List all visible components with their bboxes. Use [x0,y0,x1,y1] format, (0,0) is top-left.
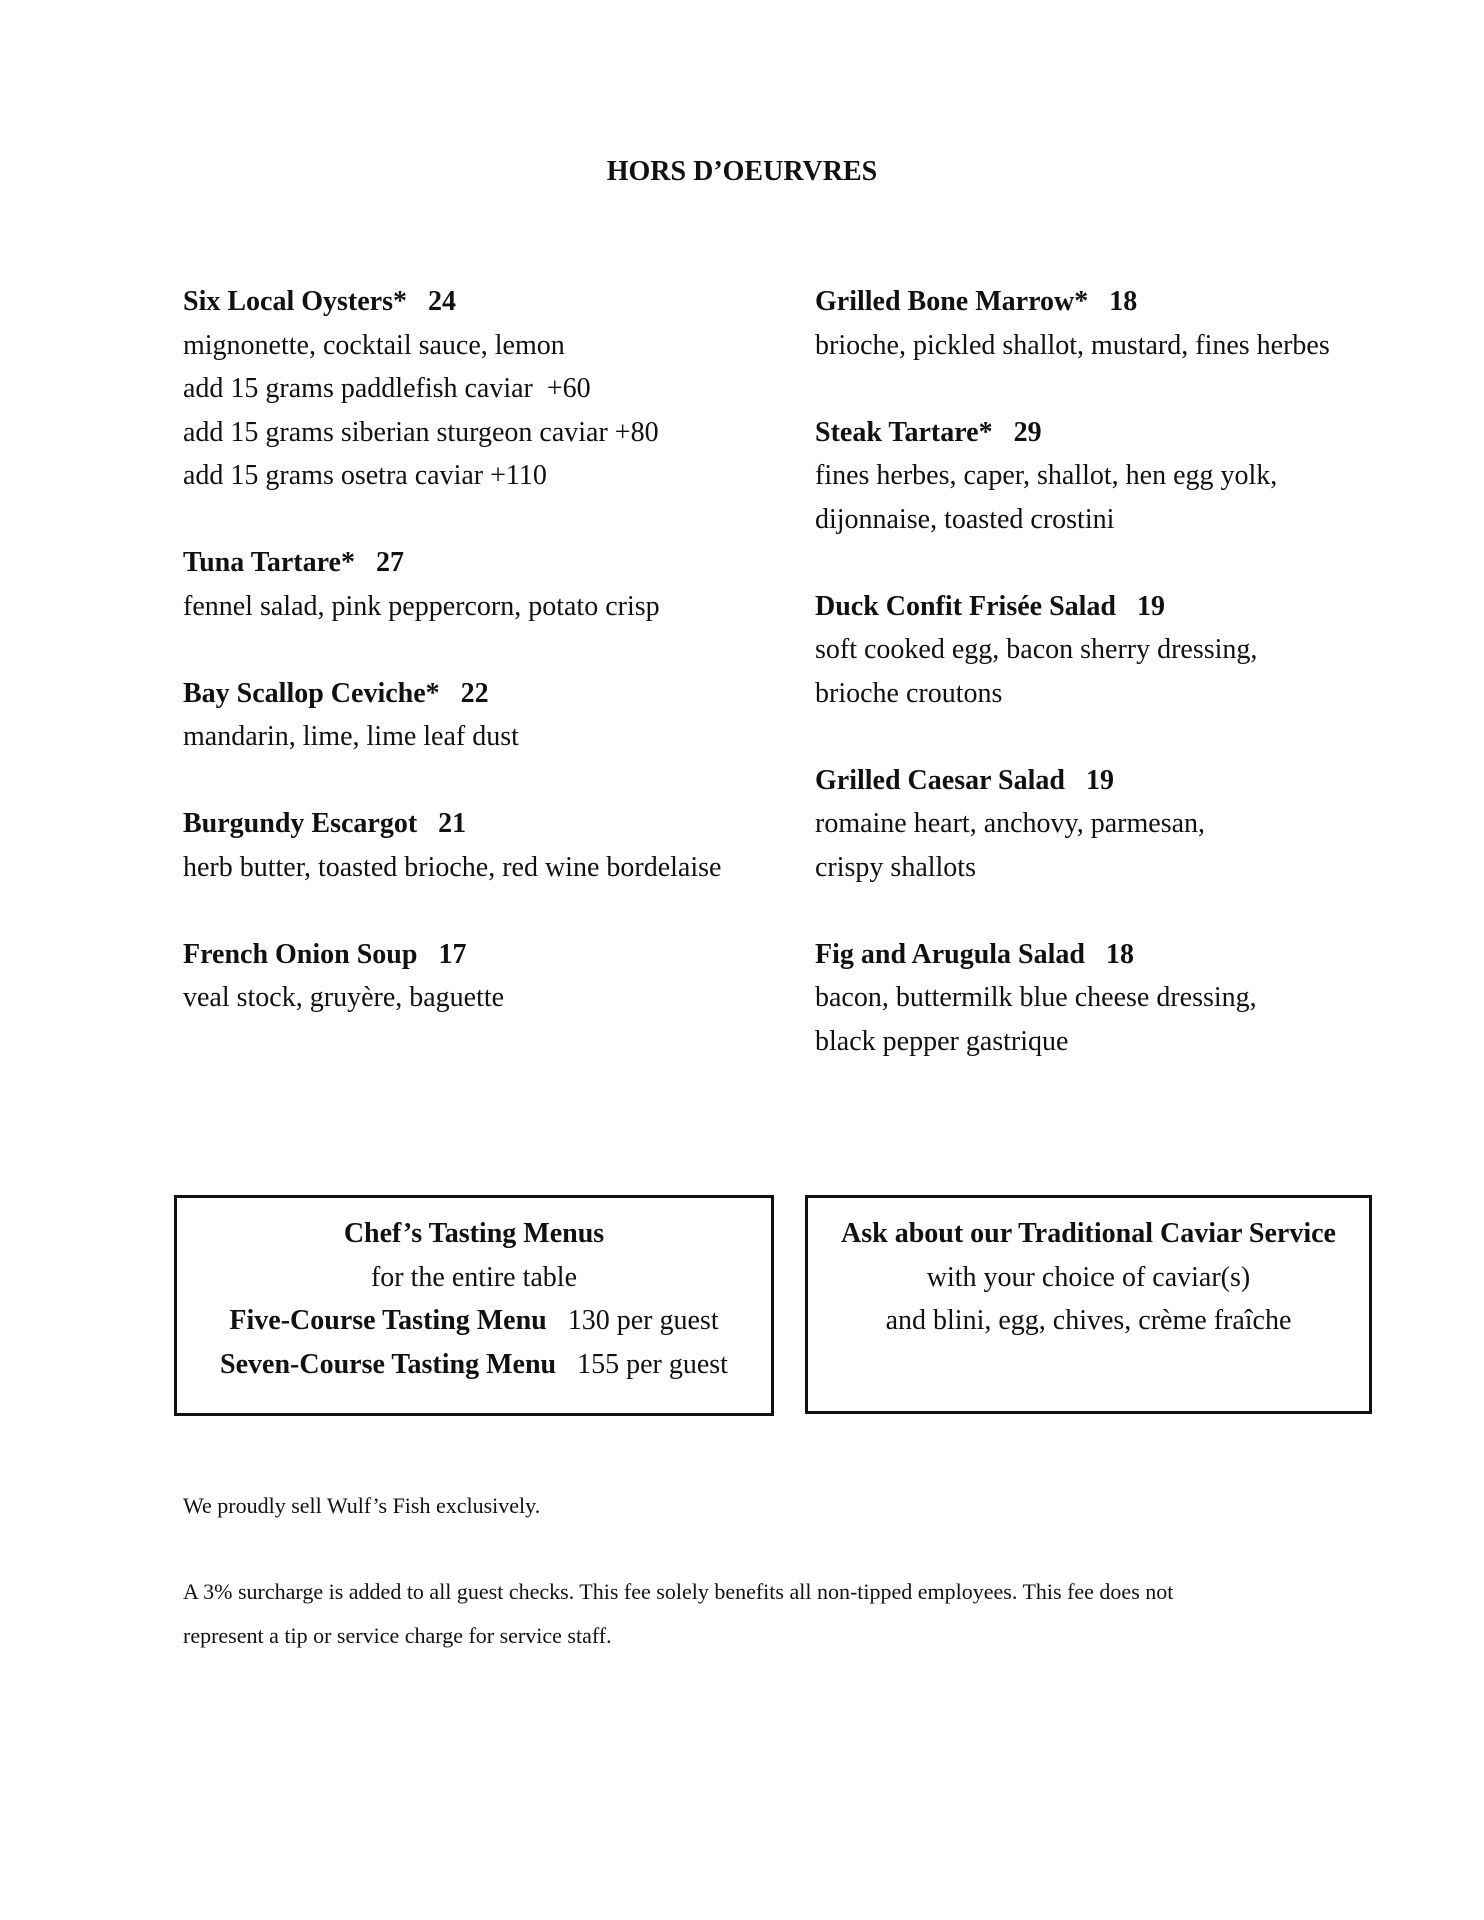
tasting-menu-option [177,1343,771,1387]
item-addon: add 15 grams osetra caviar +110 [183,460,547,491]
tasting-menu-option [177,1299,771,1343]
item-name: French Onion Soup [183,938,418,970]
surcharge-note-line: A 3% surcharge is added to all guest checks. This fee solely benefits all non-tipped employees. This fee does not [183,1579,1174,1604]
item-name: Six Local Oysters* [183,286,407,317]
tasting-menu-name: Seven-Course Tasting Menu [220,1348,557,1380]
menu-item [815,759,1435,890]
caviar-service-box [805,1195,1372,1414]
item-price: 22 [460,677,489,709]
item-price: 18 [1109,286,1138,317]
item-description: dijonnaise, toasted crostini [815,503,1115,535]
item-name: Grilled Bone Marrow* [815,286,1089,317]
item-name: Steak Tartare* [815,416,993,448]
item-addon: add 15 grams siberian sturgeon caviar +80 [183,416,659,448]
menu-item [815,933,1435,1064]
item-price: 27 [375,547,404,578]
item-description: romaine heart, anchovy, parmesan, [815,808,1206,839]
item-description: crispy shallots [815,851,976,883]
item-description: fennel salad, pink peppercorn, potato crisp [183,590,660,622]
item-price: 18 [1105,938,1134,970]
item-name: Fig and Arugula Salad [815,938,1085,970]
fish-supplier-note: We proudly sell Wulf’s Fish exclusively. [183,1493,541,1518]
item-price: 29 [1013,416,1042,448]
caviar-service-heading: Ask about our Traditional Caviar Service [841,1218,1336,1249]
surcharge-note-line: represent a tip or service charge for service staff. [183,1622,612,1648]
surcharge-note [183,1570,1343,1657]
caviar-service-line: and blini, egg, chives, crème fraîche [885,1305,1292,1336]
item-name: Duck Confit Frisée Salad [815,590,1116,622]
menu-item [815,411,1435,542]
menu-item [815,585,1435,716]
menu-item [183,933,783,1020]
menu-item [183,802,783,889]
item-description: mandarin, lime, lime leaf dust [183,721,519,752]
tasting-menu-heading: Chef’s Tasting Menus [343,1218,605,1249]
tasting-menu-price: 155 per guest [577,1348,728,1380]
item-description: mignonette, cocktail sauce, lemon [183,329,565,361]
item-name: Tuna Tartare* [183,547,355,578]
menu-column-right [815,280,1435,1107]
item-price: 24 [428,286,456,317]
page-title: HORS D’OEURVRES [606,156,878,187]
item-description: bacon, buttermilk blue cheese dressing, [815,982,1257,1013]
menu-item [183,672,783,759]
item-price: 19 [1085,764,1114,796]
item-price: 17 [438,938,467,970]
tasting-menu-name: Five-Course Tasting Menu [229,1305,547,1336]
item-description: soft cooked egg, bacon sherry dressing, [815,634,1258,665]
menu-item [183,541,783,628]
item-description: fines herbes, caper, shallot, hen egg yolk, [815,460,1278,491]
item-description: black pepper gastrique [815,1025,1069,1057]
item-description: herb butter, toasted brioche, red wine bordelaise [183,851,722,883]
item-name: Grilled Caesar Salad [815,764,1065,796]
item-name: Bay Scallop Ceviche* [183,677,440,709]
tasting-menu-subheading: for the entire table [370,1261,577,1293]
item-description: veal stock, gruyère, baguette [183,982,505,1013]
item-description: brioche, pickled shallot, mustard, fines herbes [815,329,1330,361]
item-description: brioche croutons [815,677,1003,709]
item-price: 19 [1137,590,1165,622]
menu-item [815,280,1435,367]
menu-item [183,280,783,498]
item-name: Burgundy Escargot [183,808,418,839]
item-addon: add 15 grams paddlefish caviar +60 [183,373,591,404]
item-price: 21 [438,808,467,839]
caviar-service-line: with your choice of caviar(s) [926,1261,1251,1293]
tasting-menu-price: 130 per guest [567,1305,719,1336]
menu-column-left [183,280,783,1063]
tasting-menu-box [174,1195,774,1416]
